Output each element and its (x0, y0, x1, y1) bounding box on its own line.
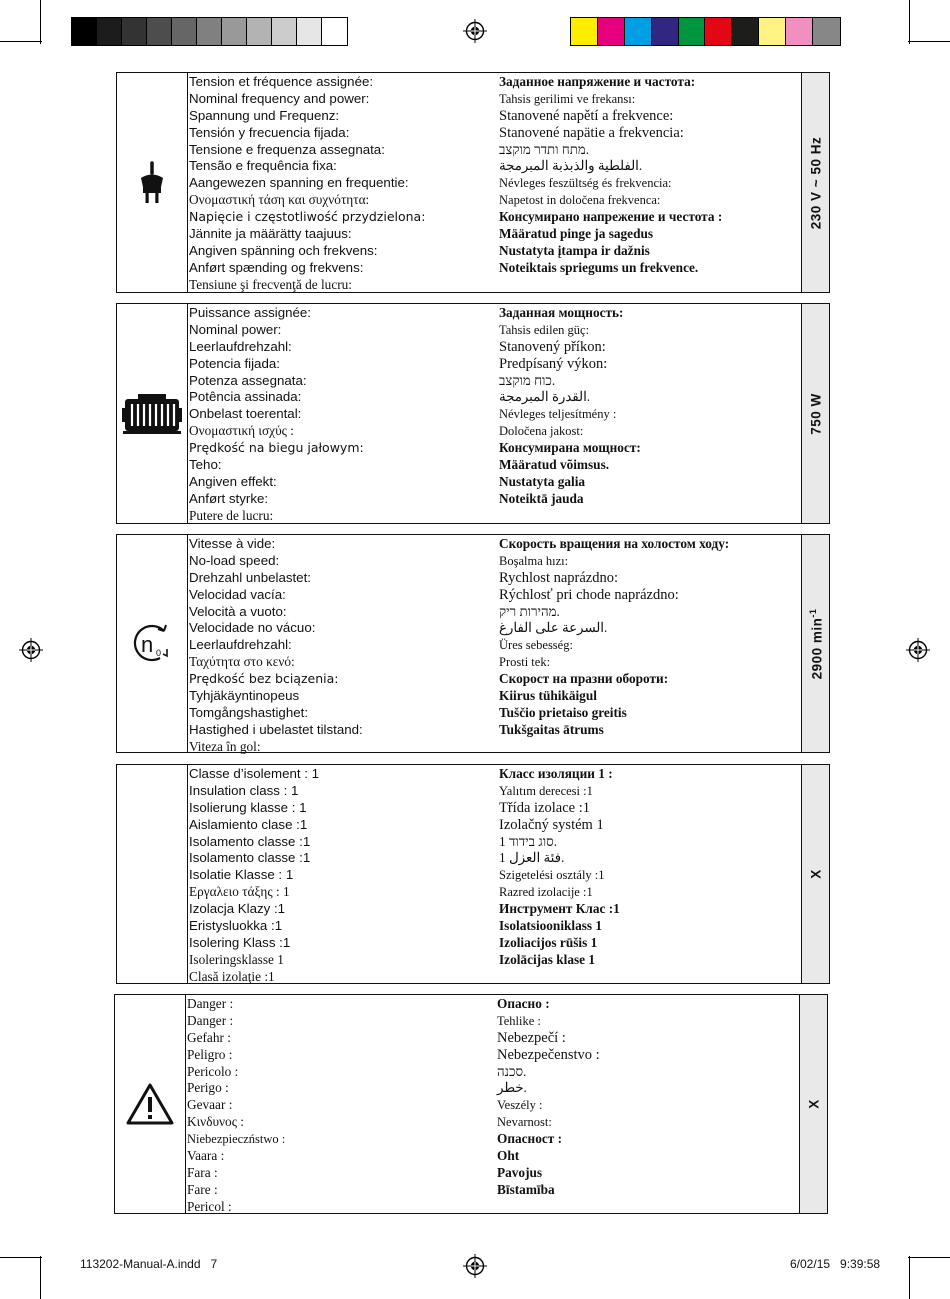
spec-label: Stanovené napětí a frekvence: (499, 107, 674, 124)
spec-label: כוח מוקצב. (499, 372, 556, 388)
spec-label: Isolamento classe :1 (189, 850, 311, 866)
labels-left-column (189, 305, 364, 525)
crop-mark (909, 0, 910, 44)
spec-label: Консумирана мощност: (499, 440, 641, 456)
no-load-speed-icon (130, 623, 174, 665)
spec-label: القدرة المبرمجة. (499, 389, 591, 405)
spec-label: Tensión y frecuencia fijada: (189, 124, 350, 140)
voltage-frequency-section (116, 72, 830, 293)
spec-label: Danger : (187, 996, 234, 1011)
spec-label: Oht (497, 1148, 520, 1164)
crop-mark (40, 0, 41, 44)
spec-label: Angiven spänning och frekvens: (189, 242, 378, 258)
spec-label: Скорост на празни обороти: (499, 671, 669, 687)
spec-label: Isolierung klasse : 1 (189, 799, 307, 815)
value-cell (801, 765, 829, 983)
spec-label: Szigetelési osztály :1 (499, 868, 605, 883)
spec-label: Ταχύτητα στο κενό: (189, 654, 295, 670)
crop-mark (40, 1256, 41, 1299)
spec-label: Napięcie i częstotliwość przydzielona: (189, 209, 426, 225)
spec-label: Kiirus tühikäigul (499, 688, 597, 704)
registration-mark-icon (906, 638, 930, 662)
spec-label: Potência assinada: (189, 389, 302, 405)
spec-label: Spannung und Frequenz: (189, 107, 340, 123)
motor-icon (122, 394, 182, 434)
spec-label: Izolācijas klase 1 (499, 951, 596, 967)
labels-right-column (499, 766, 620, 969)
rated-power-value: 750 W (808, 392, 823, 435)
spec-label: Clasă izolaţie :1 (189, 968, 275, 984)
spec-label: Nominal frequency and power: (189, 90, 370, 106)
rated-voltage-value: 230 V ~ 50 Hz (808, 136, 823, 229)
spec-label: Boşalma hızı: (499, 553, 569, 568)
labels-right-column (499, 74, 722, 277)
spec-label: Puissance assignée: (189, 305, 311, 320)
spec-label: No-load speed: (189, 552, 280, 568)
warning-triangle-icon (126, 1082, 174, 1126)
insulation-class-value: X (808, 869, 823, 879)
spec-label: Leerlaufdrehzahl: (189, 338, 292, 354)
spec-label: Danger : (187, 1012, 234, 1028)
danger-section (114, 994, 828, 1214)
icon-cell (115, 995, 186, 1213)
registration-mark-icon (463, 19, 487, 43)
timestamp-footer: 6/02/15 9:39:58 (790, 1257, 881, 1271)
spec-label: Velocidade no vácuo: (189, 620, 316, 636)
spec-label: Niebezpieczństwo : (187, 1132, 286, 1147)
labels-left-column (189, 74, 425, 294)
spec-label: Potenza assegnata: (189, 372, 307, 388)
spec-label: Опасно : (497, 996, 550, 1011)
spec-label: Isoleringsklasse 1 (189, 951, 284, 967)
spec-label: Leerlaufdrehzahl: (189, 637, 292, 653)
value-cell (799, 995, 827, 1213)
spec-label: Nominal power: (189, 321, 282, 337)
spec-label: Tukšgaitas ātrums (499, 721, 604, 737)
danger-value: X (806, 1099, 821, 1109)
spec-label: Vaara : (187, 1148, 225, 1164)
spec-label: Tuščio prietaiso greitis (499, 704, 627, 720)
spec-label: Tahsis gerilimi ve frekansı: (499, 91, 636, 106)
labels-left-column (189, 766, 319, 986)
spec-label: Classe d’isolement : 1 (189, 766, 320, 781)
spec-label: Stanovený příkon: (499, 338, 606, 355)
spec-label: Pericol : (187, 1198, 232, 1214)
spec-label: Jännite ja määrätty taajuus: (189, 226, 352, 242)
spec-label: Isolering Klass :1 (189, 934, 291, 950)
spec-label: Опасност : (497, 1131, 563, 1147)
spec-label: Aangewezen spanning en frequentie: (189, 175, 409, 191)
plug-icon (139, 161, 165, 205)
spec-label: Rychlost naprázdno: (499, 569, 619, 586)
spec-label: Noteiktais spriegums un frekvence. (499, 259, 699, 275)
spec-label: Tensão e frequência fixa: (189, 158, 337, 174)
spec-label: Pavojus (497, 1164, 543, 1180)
spec-label: Заданное напряжение и частота: (499, 74, 696, 89)
spec-label: Razred izolacije :1 (499, 885, 593, 900)
spec-label: Insulation class : 1 (189, 782, 299, 798)
spec-label: Peligro : (187, 1046, 233, 1062)
spec-label: Ονομαστική ισχύς : (189, 423, 294, 439)
spec-label: Prędkość na biegu jałowym: (189, 440, 364, 456)
icon-cell (117, 765, 188, 983)
labels-left-column (187, 996, 285, 1216)
spec-label: Tensione e frequenza assegnata: (189, 141, 385, 157)
spec-label: Angiven effekt: (189, 473, 277, 489)
spec-label: Anført spænding og frekvens: (189, 259, 364, 275)
spec-label: Määratud võimsus. (499, 457, 610, 473)
spec-label: Aislamiento clase :1 (189, 816, 308, 832)
spec-label: Ονομαστική τάση και συχνότητα: (189, 192, 370, 208)
spec-label: סוג בידוד 1. (499, 833, 558, 849)
spec-label: Isolamento classe :1 (189, 833, 311, 849)
spec-label: Drehzahl unbelastet: (189, 569, 311, 585)
spec-label: Консумирано напрежение и честота : (499, 209, 723, 225)
spec-label: סכנה. (497, 1063, 527, 1079)
labels-left-column (189, 536, 363, 756)
spec-label: Yalıtım derecesi :1 (499, 783, 593, 798)
crop-mark (0, 41, 42, 42)
spec-label: Izolacja Klazy :1 (189, 901, 286, 917)
spec-label: Izolačný systém 1 (499, 816, 604, 833)
spec-label: Névleges teljesítmény : (499, 407, 617, 422)
spec-label: Nustatyta galia (499, 473, 586, 489)
spec-label: Anført styrke: (189, 490, 269, 506)
spec-label: Noteiktā jauda (499, 490, 584, 506)
crop-mark (908, 41, 950, 42)
spec-label: Tension et fréquence assignée: (189, 74, 374, 89)
value-cell (801, 304, 829, 523)
spec-label: Εργαλειο τάξης : 1 (189, 884, 290, 900)
spec-label: Rýchlosť pri chode naprázdno: (499, 586, 679, 603)
value-cell (801, 535, 829, 752)
spec-label: Velocità a vuoto: (189, 603, 287, 619)
spec-label: Predpísaný výkon: (499, 355, 608, 372)
spec-label: Pericolo : (187, 1063, 239, 1079)
spec-label: Класс изоляции 1 : (499, 766, 613, 781)
spec-label: Nebezpečenstvo : (497, 1046, 600, 1063)
spec-label: Izoliacijos rūšis 1 (499, 934, 598, 950)
spec-label: السرعة على الفارغ. (499, 620, 608, 636)
spec-label: Hastighed i ubelastet tilstand: (189, 721, 363, 737)
labels-right-column (497, 996, 600, 1199)
registration-mark-icon (19, 638, 43, 662)
spec-label: מתח ותדר מוקצב. (499, 141, 590, 157)
spec-label: Teho: (189, 457, 222, 473)
svg-text:n: n (141, 631, 154, 657)
icon-cell (117, 304, 188, 523)
spec-label: Tahsis edilen güç: (499, 322, 590, 337)
spec-label: خطر. (497, 1080, 527, 1096)
spec-label: Üres sebesség: (499, 638, 573, 653)
spec-label: Tensiune şi frecvenţă de lucru: (189, 276, 352, 292)
spec-label: الفلطية والذبذبة المبرمجة. (499, 158, 643, 174)
power-section (116, 303, 830, 524)
spec-label: Viteza în gol: (189, 738, 261, 754)
spec-label: Bīstamība (497, 1181, 555, 1197)
spec-label: Določena jakost: (499, 424, 584, 439)
spec-label: Fara : (187, 1164, 218, 1180)
spec-label: Κινδυνος : (187, 1114, 244, 1130)
grayscale-color-bar (71, 17, 348, 46)
file-name-footer: 113202-Manual-A.indd 7 (80, 1257, 218, 1271)
spec-label: Potencia fijada: (189, 355, 280, 371)
process-color-bar (570, 17, 841, 46)
labels-right-column (499, 305, 641, 508)
registration-mark-icon (463, 1254, 487, 1278)
spec-label: فئة العزل 1. (499, 850, 565, 866)
spec-label: Prędkość bez bciązenia: (189, 671, 339, 687)
spec-label: Velocidad vacía: (189, 586, 286, 602)
crop-mark (908, 1257, 950, 1258)
spec-label: מהירות ריק. (499, 603, 560, 619)
spec-label: Tomgångshastighet: (189, 704, 309, 720)
icon-cell (117, 535, 188, 752)
crop-mark (909, 1256, 910, 1299)
spec-label: Perigo : (187, 1080, 229, 1096)
spec-label: Инструмент Клас :1 (499, 901, 620, 917)
value-cell (801, 73, 829, 292)
spec-label: Isolatsiooniklass 1 (499, 918, 603, 934)
spec-label: Gefahr : (187, 1029, 231, 1045)
no-load-speed-section (116, 534, 830, 753)
spec-label: Prosti tek: (499, 655, 551, 670)
spec-label: Скорость вращения на холостом ходу: (499, 536, 730, 551)
spec-label: Onbelast toerental: (189, 406, 302, 422)
spec-label: Eristysluokka :1 (189, 918, 283, 934)
labels-right-column (499, 536, 729, 739)
spec-label: Fare : (187, 1181, 218, 1197)
spec-label: Stanovené napätie a frekvencia: (499, 124, 684, 141)
icon-cell (117, 73, 188, 292)
no-load-speed-value: 2900 $\min^{-1}$ (807, 608, 824, 679)
spec-label: Gevaar : (187, 1097, 233, 1113)
spec-label: Vitesse à vide: (189, 536, 276, 551)
spec-label: Nustatyta įtampa ir dažnis (499, 242, 650, 258)
spec-label: Tyhjäkäyntinopeus (189, 688, 300, 704)
spec-label: Třída izolace :1 (499, 799, 590, 816)
spec-label: Nevarnost: (497, 1115, 552, 1130)
spec-label: Nebezpečí : (497, 1029, 566, 1046)
spec-label: Veszély : (497, 1098, 543, 1113)
svg-text:0: 0 (156, 647, 162, 658)
spec-label: Isolatie Klasse : 1 (189, 867, 294, 883)
spec-label: Névleges feszültség és frekvencia: (499, 176, 672, 191)
spec-label: Putere de lucru: (189, 507, 274, 523)
spec-label: Заданная мощность: (499, 305, 624, 320)
spec-label: Tehlike : (497, 1013, 541, 1028)
crop-mark (0, 1257, 42, 1258)
spec-label: Napetost in določena frekvenca: (499, 193, 661, 208)
insulation-class-section (116, 764, 830, 984)
spec-label: Määratud pinge ja sagedus (499, 226, 654, 242)
